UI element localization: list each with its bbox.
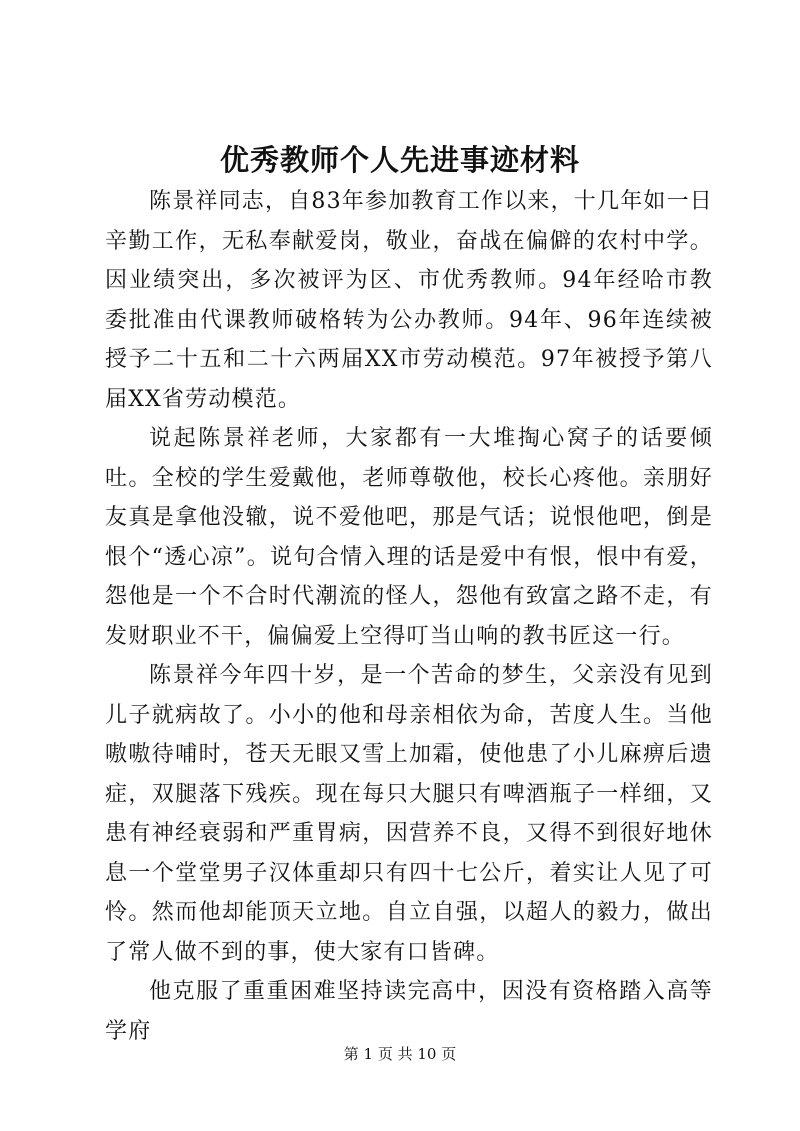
page-footer: 第 1 页 共 10 页	[343, 1045, 457, 1063]
document-body	[105, 182, 713, 1051]
document-title: 优秀教师个人先进事迹材料	[219, 143, 580, 177]
paragraph-2: 说起陈景祥老师，大家都有一大堆掏心窝子的话要倾吐。全校的学生爱戴他，老师尊敬他，校长心疼他。亲朋好友真是拿他没辙，说不爱他吧，那是气话；说恨他吧，倒是恨个“透心凉”。说句合情入理的话是爱中有恨，恨中有爱，怨他是一个不合时代潮流的怪人，怨他有致富之路不走，有发财职业不干，偏偏爱上空得叮当山响的教书匠这一行。	[105, 426, 713, 649]
paragraph-3: 陈景祥今年四十岁，是一个苦命的梦生，父亲没有见到儿子就病故了。小小的他和母亲相依为命，苦度人生。当他嗷嗷待哺时，苍天无眼又雪上加霜，使他患了小儿麻痹后遗症，双腿落下残疾。现在每只大腿只有啤酒瓶子一样细，又患有神经衰弱和严重胃病，因营养不良，又得不到很好地休息一个堂堂男子汉体重却只有四十七公斤，着实让人见了可怜。然而他却能顶天立地。自立自强，以超人的毅力，做出了常人做不到的事，使大家有口皆碑。	[105, 663, 713, 965]
paragraph-1: 陈景祥同志，自83年参加教育工作以来，十几年如一日辛勤工作，无私奉献爱岗，敬业，奋战在偏僻的农村中学。因业绩突出，多次被评为区、市优秀教师。94年经哈市教委批准由代课教师破格转为公办教师。94年、96年连续被授予二十五和二十六两届XX市劳动模范。97年被授予第八届XX省劳动模范。	[105, 189, 713, 412]
paragraph-4: 他克服了重重困难坚持读完高中，因没有资格踏入高等学府	[105, 979, 713, 1044]
